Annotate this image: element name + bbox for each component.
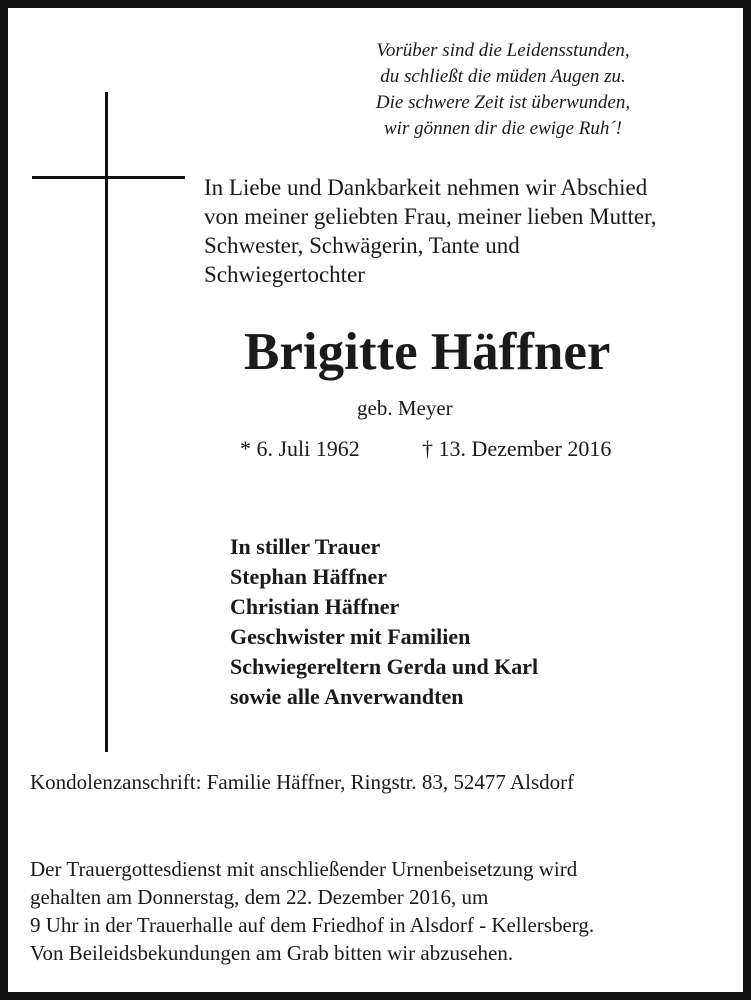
cross-icon-vertical-bar: [105, 92, 108, 752]
mourners-list: [230, 532, 710, 712]
deceased-name: Brigitte Häffner: [244, 323, 611, 381]
service-line: gehalten am Donnerstag, dem 22. Dezember 2016, um: [30, 885, 489, 909]
condolence-address: Kondolenzanschrift: Familie Häffner, Ringstr. 83, 52477 Alsdorf: [30, 770, 575, 794]
birth-date: * 6. Juli 1962: [240, 436, 360, 461]
poem-line: du schließt die müden Augen zu.: [380, 66, 626, 87]
maiden-name: geb. Meyer: [357, 396, 453, 420]
farewell-intro: [204, 173, 751, 289]
service-line: 9 Uhr in der Trauerhalle auf dem Friedhof in Alsdorf - Kellersberg.: [30, 913, 595, 937]
mourner-line: Christian Häffner: [230, 594, 400, 619]
intro-line: Schwester, Schwägerin, Tante und: [204, 233, 520, 258]
mourner-line: Geschwister mit Familien: [230, 624, 471, 649]
intro-line: In Liebe und Dankbarkeit nehmen wir Abschied: [204, 175, 648, 200]
cross-icon-horizontal-bar: [32, 176, 185, 179]
intro-line: Schwiegertochter: [204, 262, 365, 287]
poem-line: wir gönnen dir die ewige Ruh´!: [384, 118, 622, 139]
poem-line: Die schwere Zeit ist überwunden,: [375, 92, 631, 113]
intro-line: von meiner geliebten Frau, meiner lieben Mutter,: [204, 204, 657, 229]
mourner-line: Stephan Häffner: [230, 564, 388, 589]
funeral-service-info: [30, 855, 750, 967]
poem-line: Vorüber sind die Leidensstunden,: [376, 40, 630, 61]
poem: [308, 38, 698, 142]
mourner-line: In stiller Trauer: [230, 534, 381, 559]
service-line: Von Beileidsbekundungen am Grab bitten wir abzusehen.: [30, 941, 514, 965]
death-date: † 13. Dezember 2016: [422, 436, 612, 461]
mourner-line: sowie alle Anverwandten: [230, 684, 464, 709]
service-line: Der Trauergottesdienst mit anschließender Urnenbeisetzung wird: [30, 857, 578, 881]
mourner-line: Schwiegereltern Gerda und Karl: [230, 654, 539, 679]
